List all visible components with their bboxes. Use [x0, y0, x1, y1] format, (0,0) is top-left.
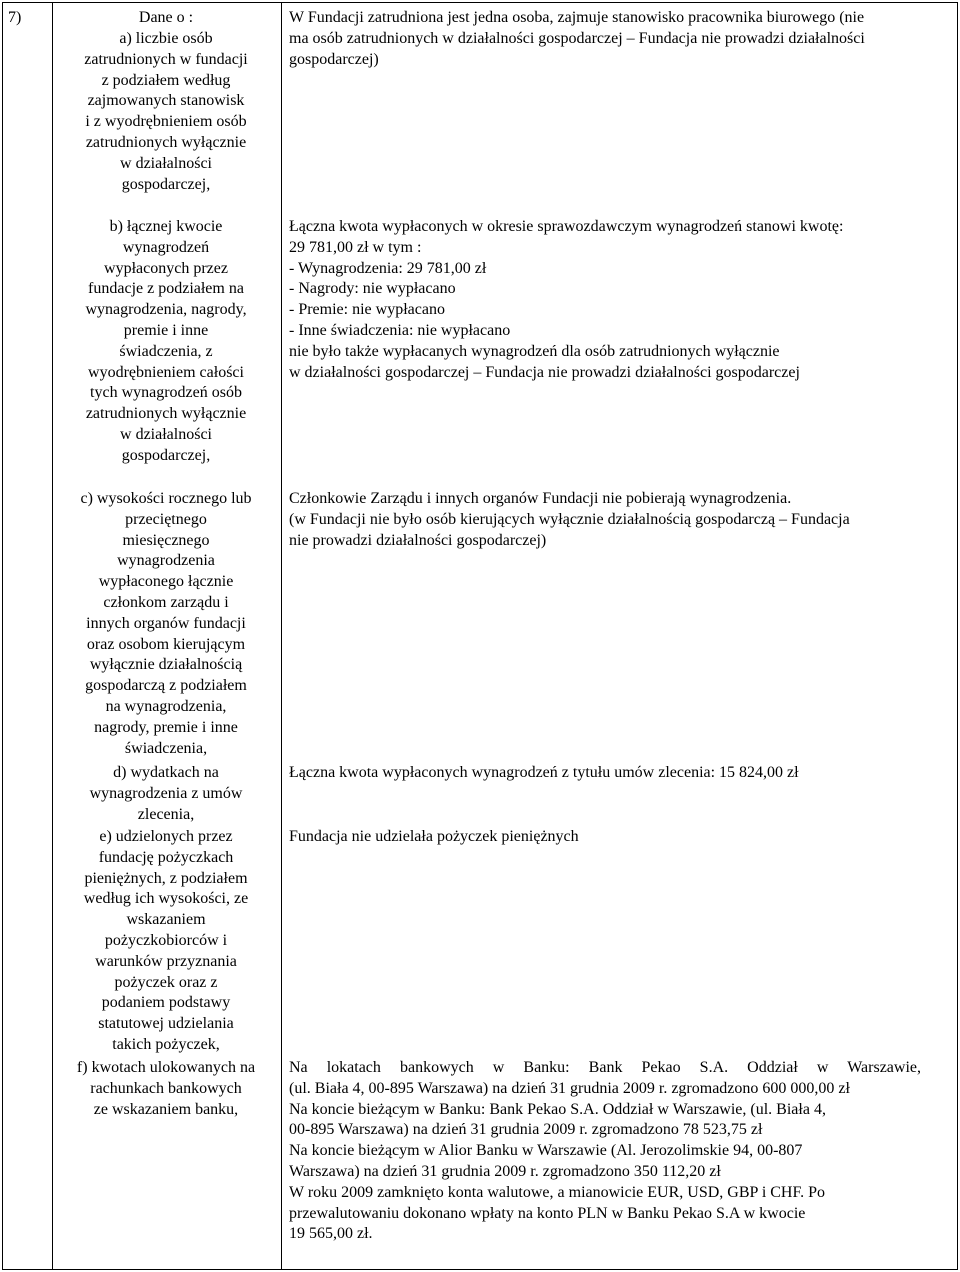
section-a-content: W Fundacji zatrudniona jest jedna osoba, zajmuje stanowisko pracownika biurowego (nie ma osób zatrudnionych w działalności gospodarczej – Fundacja nie prowadzi działalności gospodarczej) — [289, 9, 865, 68]
section-e-content: Fundacja nie udzielała pożyczek pieniężnych — [289, 828, 579, 845]
column-divider-1 — [52, 2, 53, 1270]
section-d-label: d) wydatkach na wynagrodzenia z umów zlecenia, — [89, 764, 243, 823]
section-b-label: b) łącznej kwocie wynagrodzeń wypłaconych przez fundacje z podziałem na wynagrodzenia, nagrody, premie i inne świadczenia, z wyodrębnieniem całości tych wynagrodzeń osób zatrudnionych wyłącznie w działalności gospodarczej, — [85, 218, 247, 464]
section-c-content: Członkowie Zarządu i innych organów Fundacji nie pobierają wynagrodzenia. (w Fundacji nie było osób kierujących wyłącznie działalnością gospodarczą – Fundacja nie prowadzi działalności gospodarczej) — [289, 490, 850, 549]
section-a-label: a) liczbie osób zatrudnionych w fundacji z podziałem według zajmowanych stanowisk i z wyodrębnieniem osób zatrudnionych wyłącznie w działalności gospodarczej, — [84, 30, 248, 193]
section-e-label: e) udzielonych przez fundację pożyczkach pieniężnych, z podziałem według ich wysokości, ze wskazaniem pożyczkobiorców i warunków przyznania pożyczek oraz z podaniem podstawy statutowej udzielania takich pożyczek, — [83, 828, 249, 1053]
section-b-content: Łączna kwota wypłaconych w okresie sprawozdawczym wynagrodzeń stanowi kwotę: 29 781,00 zł w tym : - Wynagrodzenia: 29 781,00 zł - Nagrody: nie wypłacano - Premie: nie wypłacano - Inne świadczenia: nie wypłacano nie było także wypłacanych wynagrodzeń dla osób zatrudnionych wyłącznie w działalności gospodarczej – Fundacja nie prowadzi działalności gospodarczej — [289, 218, 844, 381]
section-f-label: f) kwotach ulokowanych na rachunkach bankowych ze wskazaniem banku, — [76, 1059, 256, 1118]
row-number: 7) — [8, 9, 22, 26]
column-divider-2 — [281, 2, 282, 1270]
intro-label: Dane o : — [138, 9, 194, 26]
section-f-content: Na lokatach bankowych w Banku: Bank Pekao S.A. Oddział w Warszawie, (ul. Biała 4, 00-895 Warszawa) na dzień 31 grudnia 2009 r. zgromadzono 600 000,00 zł Na koncie bieżącym w Banku: Bank Pekao S.A. Oddział w Warszawie, (ul. Biała 4, 00-895 Warszawa) na dzień 31 grudnia 2009 r. zgromadzono 78 523,75 zł Na koncie bieżącym w Alior Banku w Warszawie (Al. Jerozolimskie 94, 00-807 Warszawa) na dzień 31 grudnia 2009 r. zgromadzono 350 112,20 zł W roku 2009 zamknięto konta walutowe, a mianowicie EUR, USD, GBP i CHF. Po przewalutowaniu dokonano wpłaty na konto PLN w Banku Pekao S.A w kwocie 19 565,00 zł. — [289, 1059, 921, 1243]
section-c-label: c) wysokości rocznego lub przeciętnego miesięcznego wynagrodzenia wypłaconego łącznie członkom zarządu i innych organów fundacji oraz osobom kierującym wyłącznie działalnością gospodarczą z podziałem na wynagrodzenia, nagrody, premie i inne świadczenia, — [80, 490, 252, 757]
section-d-content: Łączna kwota wypłaconych wynagrodzeń z tytułu umów zlecenia: 15 824,00 zł — [289, 764, 799, 781]
